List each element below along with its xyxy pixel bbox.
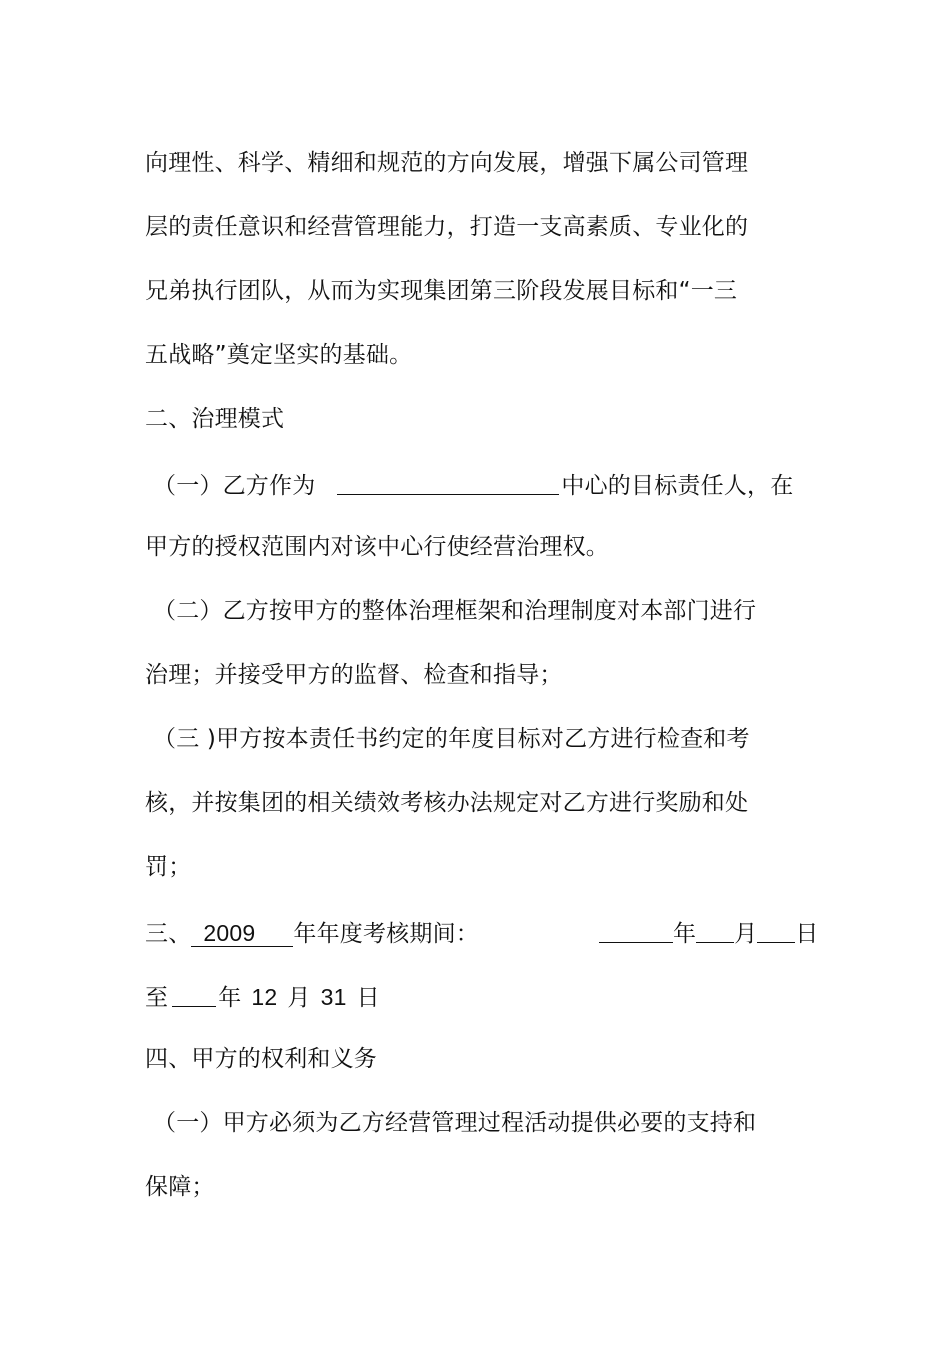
- paragraph-line: 向理性、科学、精细和规范的方向发展，增强下属公司管理: [145, 150, 749, 176]
- paragraph-line: 层的责任意识和经营管理能力，打造一支高素质、专业化的: [145, 214, 749, 240]
- paragraph-line: 兄弟执行团队，从而为实现集团第三阶段发展目标和“一三: [145, 278, 738, 304]
- section-heading-governance: 二、治理模式: [145, 406, 285, 432]
- start-month-blank: [696, 918, 734, 943]
- item-three-line: （三 )甲方按本责任书约定的年度目标对乙方进行检查和考: [153, 726, 750, 752]
- item-two-line: （二）乙方按甲方的整体治理框架和治理制度对本部门进行: [153, 598, 757, 624]
- item-four-one-continuation: 保障；: [145, 1174, 215, 1200]
- item-one-prefix: （一）乙方作为: [153, 473, 316, 499]
- item-one-continuation: 甲方的授权范围内对该中心行使经营治理权。: [145, 534, 609, 560]
- end-month-char: 月: [287, 985, 311, 1011]
- end-year-blank: [172, 982, 216, 1007]
- assessment-year: 2009: [191, 920, 293, 947]
- end-day-value: 31: [320, 984, 347, 1010]
- center-name-blank: [337, 470, 559, 495]
- section-heading-rights: 四、甲方的权利和义务: [145, 1046, 377, 1072]
- item-one-line: [145, 468, 793, 501]
- end-month-value: 12: [251, 984, 278, 1010]
- item-three-continuation: 核，并按集团的相关绩效考核办法规定对乙方进行奖励和处: [145, 790, 749, 816]
- start-year-blank: [599, 918, 673, 943]
- start-year-char: 年: [672, 921, 697, 947]
- period-end-line: [145, 980, 380, 1013]
- start-month-char: 月: [734, 921, 758, 947]
- start-day-char: 日: [795, 921, 819, 947]
- period-end-prefix: 至: [145, 985, 169, 1011]
- item-one-suffix: 中心的目标责任人，在: [561, 473, 794, 499]
- end-day-char: 日: [356, 985, 380, 1011]
- item-three-end: 罚；: [145, 854, 192, 880]
- end-year-char: 年: [218, 985, 242, 1011]
- section-three-line: [145, 916, 819, 949]
- item-two-continuation: 治理；并接受甲方的监督、检查和指导；: [145, 662, 563, 688]
- paragraph-line: 五战略”奠定坚实的基础。: [145, 342, 413, 368]
- section-three-label: 年年度考核期间：: [293, 921, 479, 947]
- start-day-blank: [757, 918, 795, 943]
- section-three-prefix: 三、: [145, 921, 192, 947]
- item-four-one-line: （一）甲方必须为乙方经营管理过程活动提供必要的支持和: [153, 1110, 757, 1136]
